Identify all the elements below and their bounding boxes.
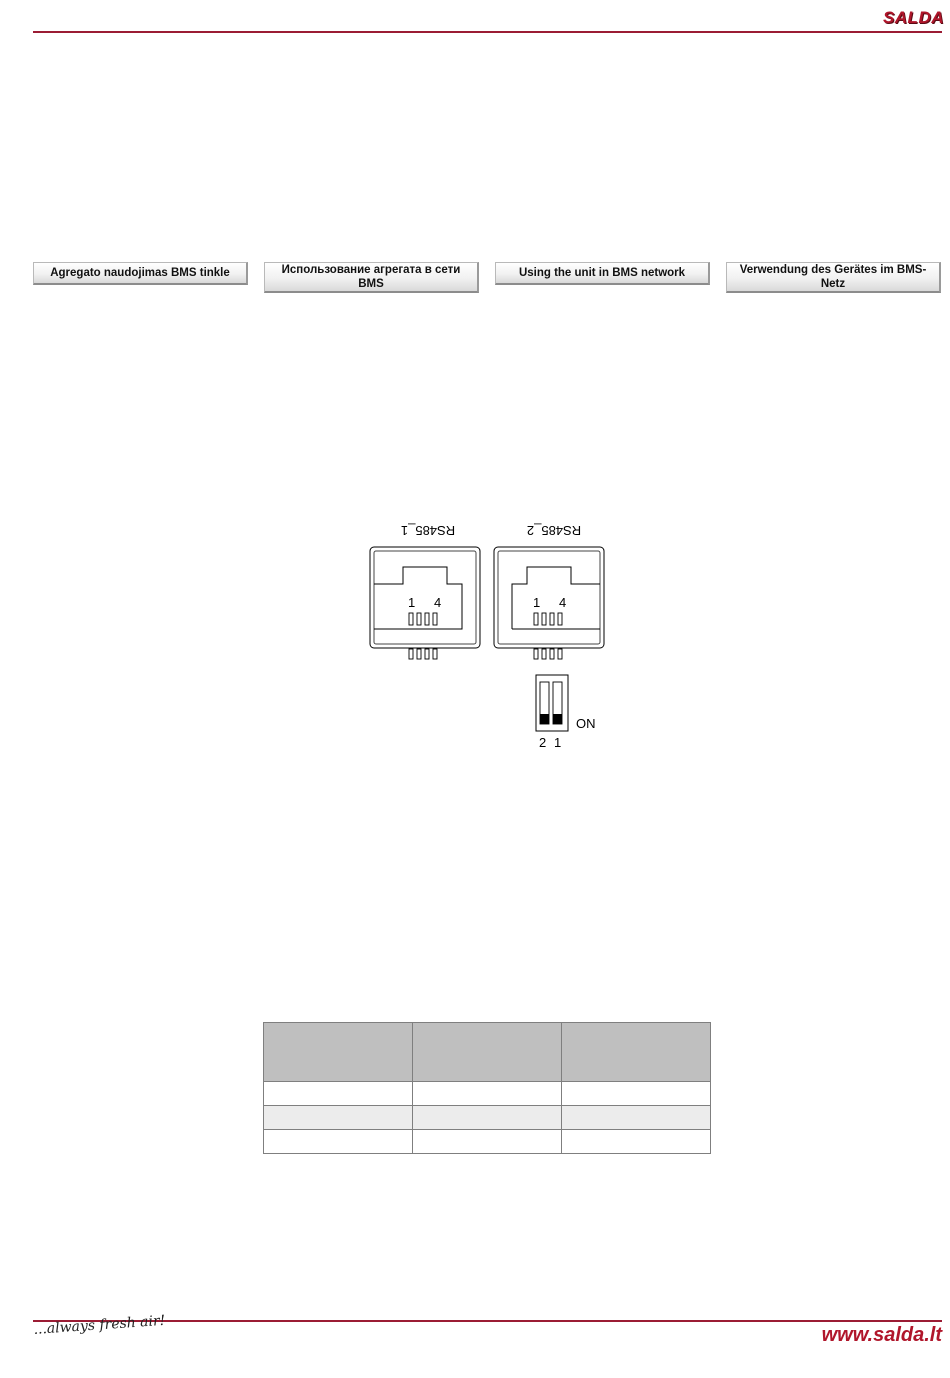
port1-pin-4: 4 xyxy=(434,595,442,610)
section-button-en[interactable]: Using the unit in BMS network xyxy=(495,262,710,285)
section-button-ru[interactable]: Использование агрегата в сети BMS xyxy=(264,262,479,293)
rs485-connector-diagram xyxy=(362,512,612,757)
bms-settings-table xyxy=(263,1022,711,1154)
table-cell xyxy=(562,1106,711,1130)
table-header-cell xyxy=(562,1023,711,1082)
port2-pin-1: 1 xyxy=(533,595,541,610)
rs485-1-connector xyxy=(370,547,480,659)
section-button-lt[interactable]: Agregato naudojimas BMS tinkle xyxy=(33,262,248,285)
table-cell xyxy=(413,1082,562,1106)
port2-label: RS485_2 xyxy=(526,523,582,538)
table-cell xyxy=(413,1106,562,1130)
table-row xyxy=(264,1082,711,1106)
table-cell xyxy=(562,1130,711,1154)
table-cell xyxy=(264,1130,413,1154)
table-cell xyxy=(562,1082,711,1106)
port1-pin-1: 1 xyxy=(408,595,416,610)
table-header-cell xyxy=(413,1023,562,1082)
section-button-de[interactable]: Verwendung des Gerätes im BMS-Netz xyxy=(726,262,941,293)
footer-slogan: ...always fresh air! xyxy=(33,1312,166,1338)
port2-pin-4: 4 xyxy=(559,595,567,610)
header-rule xyxy=(33,31,942,33)
table-header-row xyxy=(264,1023,711,1082)
table-row xyxy=(264,1106,711,1130)
dip-switch-1-label: 1 xyxy=(554,735,562,750)
port1-label: RS485_1 xyxy=(400,523,456,538)
table-header-cell xyxy=(264,1023,413,1082)
footer-url[interactable]: www.salda.lt xyxy=(821,1324,942,1346)
table-cell xyxy=(264,1082,413,1106)
table-cell xyxy=(413,1130,562,1154)
table-row xyxy=(264,1130,711,1154)
salda-logo: SALDA xyxy=(882,8,944,27)
dip-switch-2-label: 2 xyxy=(539,735,547,750)
dip-switch xyxy=(536,675,568,731)
footer-rule xyxy=(33,1320,942,1322)
dip-on-label: ON xyxy=(576,716,596,731)
table-cell xyxy=(264,1106,413,1130)
rs485-2-connector xyxy=(494,547,604,659)
